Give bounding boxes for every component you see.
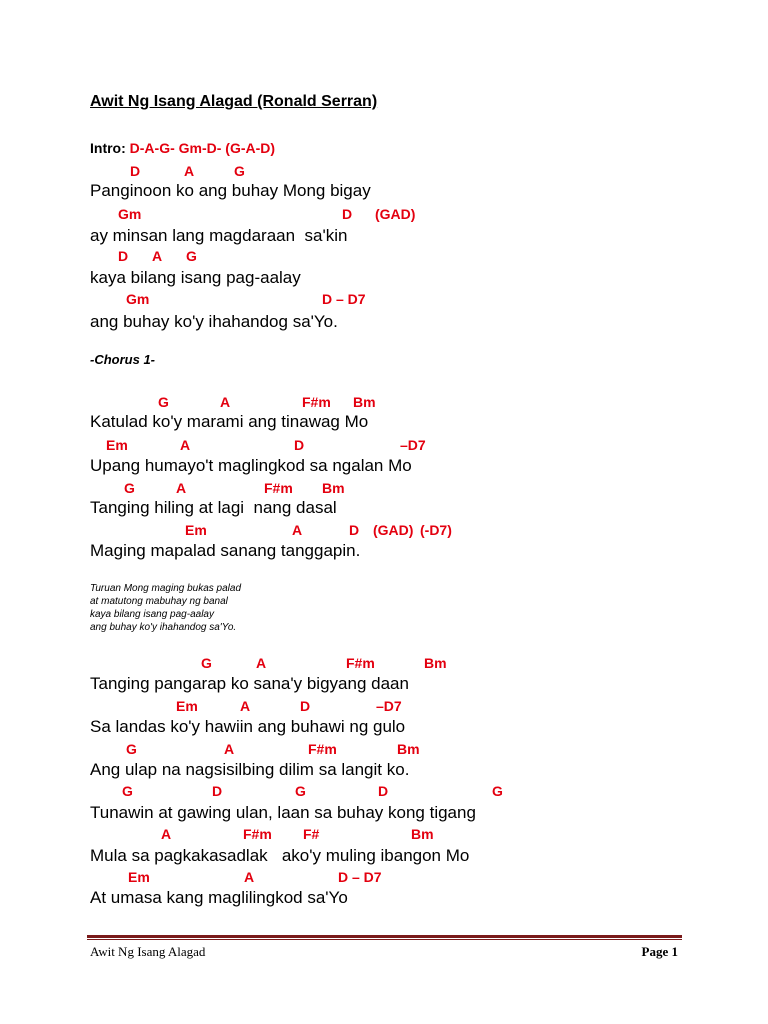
footer-title: Awit Ng Isang Alagad (90, 944, 206, 959)
chord: G (295, 783, 306, 799)
chord: F#m (264, 480, 293, 496)
chord-line (0, 480, 768, 498)
chord: Bm (353, 394, 376, 410)
chord: A (240, 698, 251, 714)
intro-label: Intro: (90, 140, 126, 156)
chord: G (234, 163, 245, 179)
chord: (-D7) (420, 522, 452, 538)
chord: G (201, 655, 212, 671)
lyric-line: Upang humayo't maglingkod sa ngalan Mo (90, 456, 412, 475)
chord: A (180, 437, 191, 453)
chord: D – D7 (322, 291, 366, 307)
chord-line (0, 437, 768, 455)
chord: F#m (346, 655, 375, 671)
chord: F#m (308, 741, 337, 757)
lyric-line: Sa landas ko'y hawiin ang buhawi ng gulo (90, 717, 406, 736)
small-lyrics-block (90, 582, 241, 634)
chord: –D7 (376, 698, 402, 714)
lyric-line: ay minsan lang magdaraan sa'kin (90, 226, 348, 245)
lyric-line: Katulad ko'y marami ang tinawag Mo (90, 412, 369, 431)
chorus-label: -Chorus 1- (90, 352, 155, 367)
chord: A (184, 163, 195, 179)
lyric-line: Mula sa pagkakasadlak ako'y muling ibangon Mo (90, 846, 470, 865)
chord: (GAD) (375, 206, 416, 222)
chord: Em (185, 522, 207, 538)
chord: Em (128, 869, 150, 885)
page-number: Page 1 (641, 944, 678, 959)
chord: A (244, 869, 255, 885)
small-lyric-line: kaya bilang isang pag-aalay (90, 609, 214, 620)
chord-line (0, 394, 768, 412)
footer-rule (87, 935, 682, 938)
chord: F#m (243, 826, 272, 842)
chord: A (224, 741, 235, 757)
lyric-line: At umasa kang maglilingkod sa'Yo (90, 888, 348, 907)
chord: D (342, 206, 353, 222)
chord: D (212, 783, 223, 799)
chord: Bm (411, 826, 434, 842)
chord-line (0, 206, 768, 224)
intro-chords: D-A-G- Gm-D- (G-A-D) (129, 140, 276, 156)
chord: D (294, 437, 305, 453)
chord: G (124, 480, 135, 496)
small-lyric-line: ang buhay ko'y ihahandog sa'Yo. (90, 622, 237, 633)
chord-line (0, 522, 768, 540)
chord: A (292, 522, 303, 538)
chord: A (152, 248, 163, 264)
chord: D (378, 783, 389, 799)
chord: Bm (397, 741, 420, 757)
chord: A (256, 655, 267, 671)
chord: D (300, 698, 311, 714)
lyric-line: Tunawin at gawing ulan, laan sa buhay kong tigang (90, 803, 476, 822)
chord: D – D7 (338, 869, 382, 885)
chord: Bm (322, 480, 345, 496)
chord-line (0, 163, 768, 181)
chord: Em (176, 698, 198, 714)
chord: D (349, 522, 360, 538)
chord: F# (303, 826, 320, 842)
small-lyric-line: Turuan Mong maging bukas palad (90, 583, 242, 594)
chord: D (130, 163, 141, 179)
chord: G (126, 741, 137, 757)
chord: G (492, 783, 503, 799)
chord: G (186, 248, 197, 264)
chord: –D7 (400, 437, 426, 453)
chord: G (158, 394, 169, 410)
chord-line (0, 698, 768, 716)
chord-line (0, 291, 768, 309)
chord: A (220, 394, 231, 410)
small-lyric-line: at matutong mabuhay ng banal (90, 596, 228, 607)
chord-line (0, 869, 768, 887)
lyric-line: Tanging hiling at lagi nang dasal (90, 498, 337, 517)
lyric-line: Panginoon ko ang buhay Mong bigay (90, 181, 371, 200)
lyric-line: Maging mapalad sanang tanggapin. (90, 541, 361, 560)
chord: Gm (118, 206, 142, 222)
chord-line (0, 741, 768, 759)
lyric-line: Tanging pangarap ko sana'y bigyang daan (90, 674, 409, 693)
lyric-line: ang buhay ko'y ihahandog sa'Yo. (90, 312, 338, 331)
chord: F#m (302, 394, 331, 410)
intro-line (90, 140, 275, 156)
chord-line (0, 783, 768, 801)
chord: Gm (126, 291, 150, 307)
lyric-line: kaya bilang isang pag-aalay (90, 268, 301, 287)
chord: Em (106, 437, 128, 453)
chord-line (0, 826, 768, 844)
song-title: Awit Ng Isang Alagad (Ronald Serran) (90, 93, 378, 110)
chord: A (161, 826, 172, 842)
chord-line (0, 248, 768, 266)
footer-rule-thin (87, 939, 682, 940)
chord-line (0, 655, 768, 673)
chord: Bm (424, 655, 447, 671)
lyric-line: Ang ulap na nagsisilbing dilim sa langit ko. (90, 760, 410, 779)
chord: G (122, 783, 133, 799)
chord: D (118, 248, 129, 264)
chord: A (176, 480, 187, 496)
chord: (GAD) (373, 522, 414, 538)
